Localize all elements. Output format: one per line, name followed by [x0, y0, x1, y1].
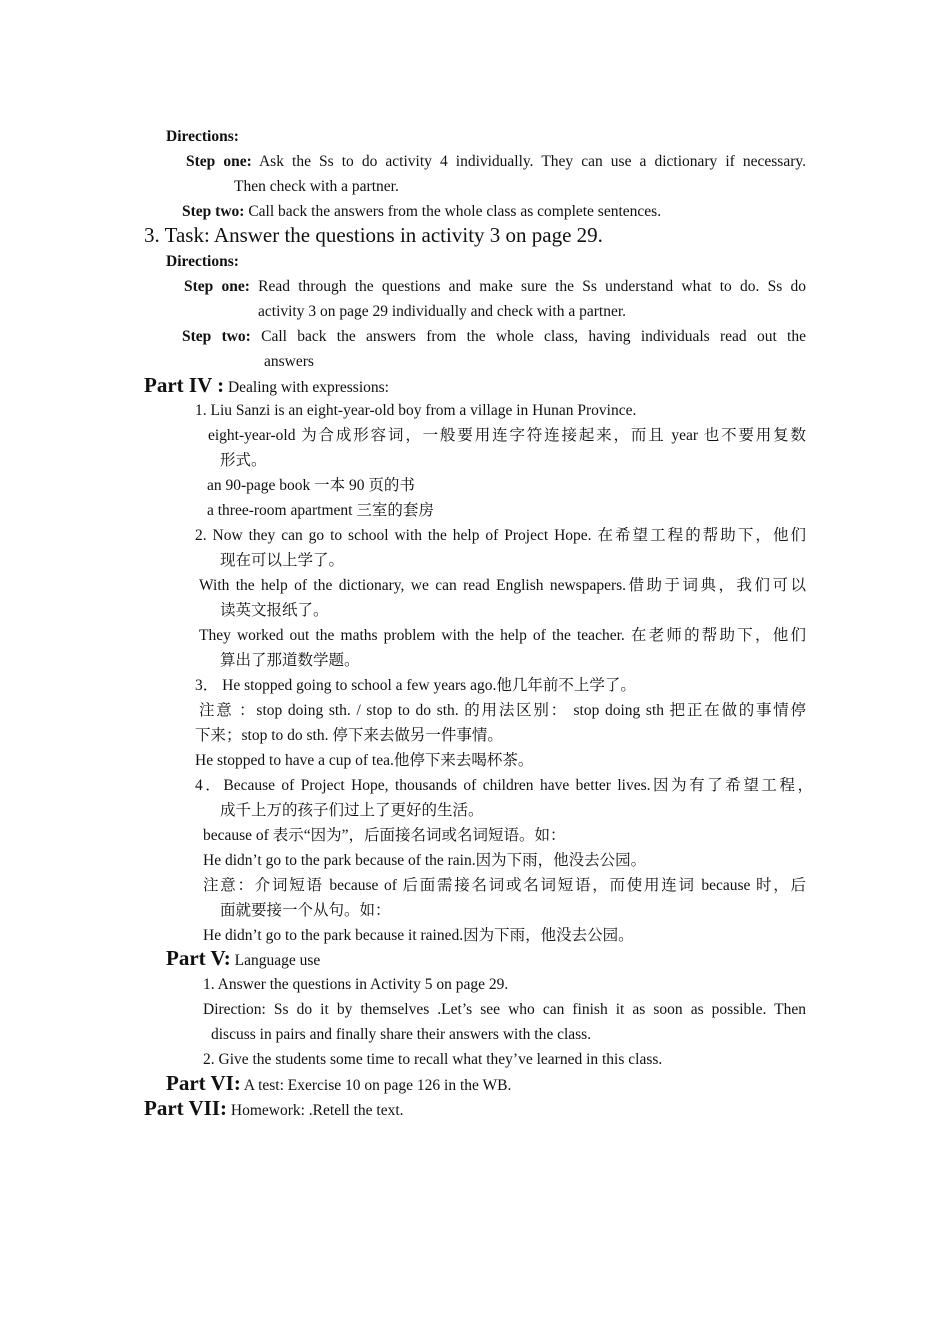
part-iv-line: He didn’t go to the park because of the rain.因为下雨，他没去公园。 [203, 852, 647, 869]
step-one: Step one: Read through the questions and make sure the Ss understand what to do. Ss do [184, 278, 807, 295]
part-iv-line: He didn’t go to the park because it rained.因为下雨，他没去公园。 [203, 927, 634, 944]
part-iv-line: 读英文报纸了。 [220, 602, 329, 619]
part-iv-line: 2. Now they can go to school with the help of Project Hope. 在希望工程的帮助下，他们 [195, 527, 806, 544]
part-iv-line: He stopped to have a cup of tea.他停下来去喝杯茶。 [195, 752, 534, 769]
part-iv-line: an 90-page book 一本 90 页的书 [207, 477, 415, 494]
part-iv-line: 注意 ：stop doing sth. / stop to do sth. 的用法区别： stop doing sth 把正在做的事情停 [199, 702, 806, 719]
part-iv-line: 面就要接一个从句。如： [220, 902, 391, 919]
part-v-line: 1. Answer the questions in Activity 5 on page 29. [203, 976, 509, 993]
directions-heading: Directions: [166, 128, 239, 145]
part-v-line: 2. Give the students some time to recall what they’ve learned in this class. [203, 1051, 663, 1068]
step-one: Step one: Ask the Ss to do activity 4 individually. They can use a dictionary if necessary. [186, 153, 806, 170]
part-v-heading: Part V: Language use [166, 946, 321, 970]
part-iv-line: a three-room apartment 三室的套房 [207, 502, 434, 519]
part-iv-line: eight-year-old 为合成形容词，一般要用连字符连接起来，而且 year 也不要用复数 [208, 427, 806, 444]
part-iv-line: 3． He stopped going to school a few years ago.他几年前不上学了。 [195, 677, 636, 694]
task-heading: 3. Task: Answer the questions in activity 3 on page 29. [144, 223, 603, 247]
part-iv-line: because of 表示“因为”，后面接名词或名词短语。如： [203, 827, 566, 844]
part-iv-line: 现在可以上学了。 [220, 552, 345, 569]
part-v-line: discuss in pairs and finally share their answers with the class. [211, 1026, 592, 1043]
directions-heading: Directions: [166, 253, 239, 270]
part-iv-line: 注意：介词短语 because of 后面需接名词或名词短语，而使用连词 because 时，后 [203, 877, 806, 894]
step-two: Step two: Call back the answers from the whole class as complete sentences. [182, 203, 662, 220]
part-iv-line: They worked out the maths problem with the help of the teacher. 在老师的帮助下，他们 [199, 627, 806, 644]
part-vi-heading: Part VI: A test: Exercise 10 on page 126 in the WB. [166, 1071, 512, 1095]
part-vii-heading: Part VII: Homework: .Retell the text. [144, 1096, 404, 1120]
part-iv-line: 1. Liu Sanzi is an eight-year-old boy from a village in Hunan Province. [195, 402, 637, 419]
step-one-cont: Then check with a partner. [234, 178, 399, 195]
part-iv-line: With the help of the dictionary, we can read English newspapers.借助于词典，我们可以 [199, 577, 806, 594]
part-iv-line: 下来；stop to do sth. 停下来去做另一件事情。 [195, 727, 503, 744]
part-iv-line: 算出了那道数学题。 [220, 652, 360, 669]
step-two-cont: answers [264, 353, 314, 370]
step-one-cont: activity 3 on page 29 individually and check with a partner. [258, 303, 627, 320]
part-v-line: Direction: Ss do it by themselves .Let’s see who can finish it as soon as possible. Then [203, 1001, 806, 1018]
part-iv-line: 形式。 [220, 452, 267, 469]
part-iv-line: 成千上万的孩子们过上了更好的生活。 [220, 802, 484, 819]
step-two: Step two: Call back the answers from the whole class, having individuals read out the [182, 328, 806, 345]
part-iv-line: 4．Because of Project Hope, thousands of children have better lives.因为有了希望工程， [195, 777, 813, 794]
part-iv-heading: Part IV : Dealing with expressions: [144, 373, 389, 397]
